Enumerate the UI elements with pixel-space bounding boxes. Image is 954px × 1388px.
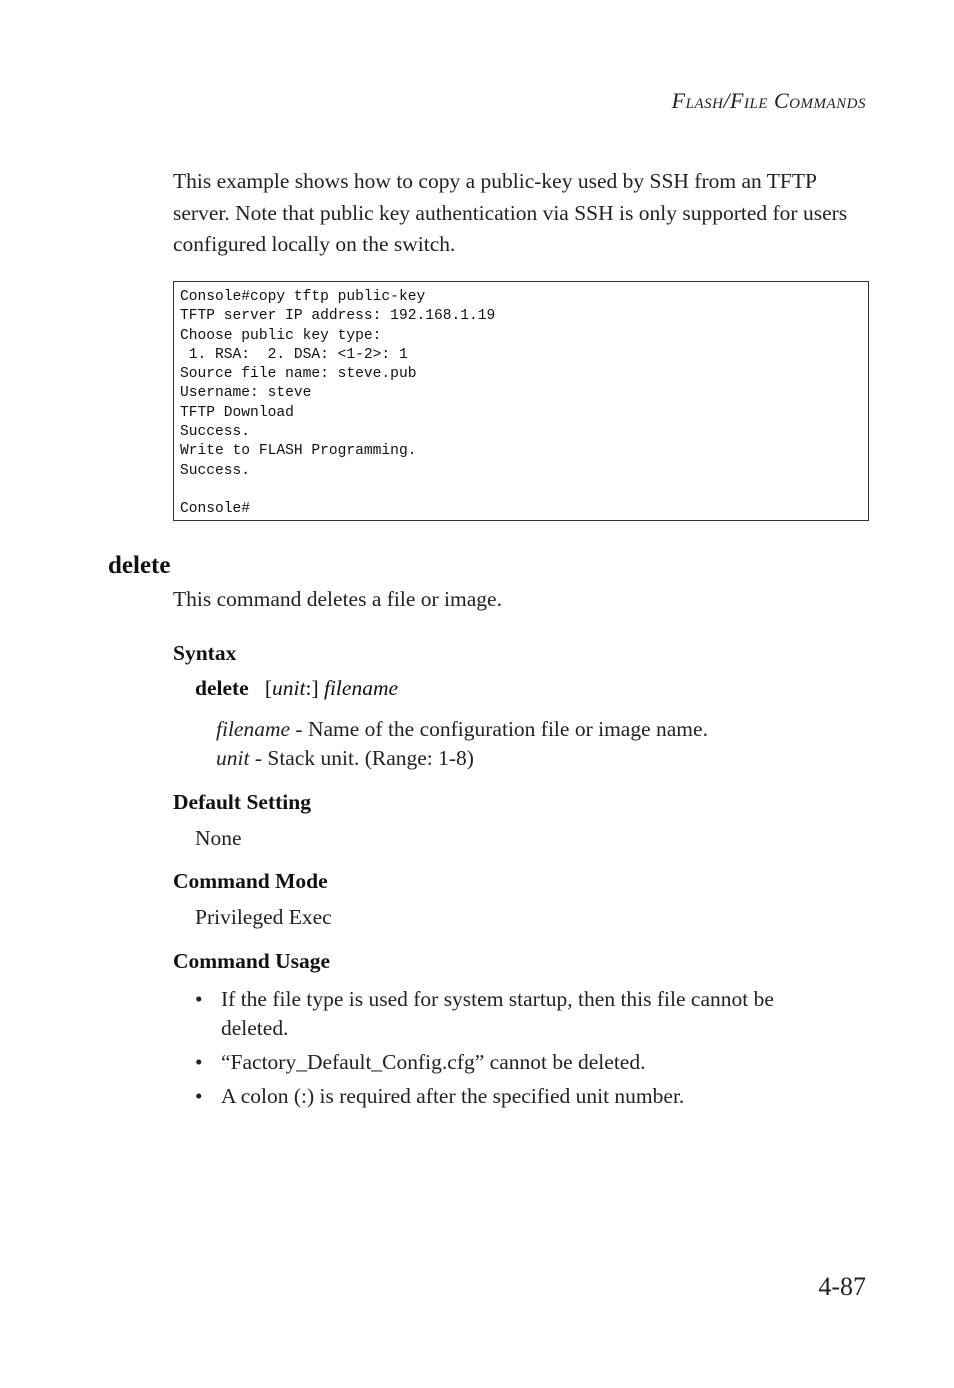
list-item-text: A colon (:) is required after the specified unit number.	[221, 1084, 685, 1108]
code-example-box	[173, 281, 869, 521]
list-item-text: If the file type is used for system startup, then this file cannot be deleted.	[221, 987, 774, 1040]
default-setting-heading: Default Setting	[173, 790, 311, 814]
syntax-line	[195, 676, 398, 701]
default-setting-value: None	[195, 826, 242, 850]
command-mode-value: Privileged Exec	[195, 905, 332, 929]
list-item-text: “Factory_Default_Config.cfg” cannot be deleted.	[221, 1050, 646, 1074]
param-desc: - Name of the configuration file or image name.	[290, 717, 708, 741]
bullet-icon: •	[195, 987, 203, 1011]
code-example: Console#copy tftp public-key TFTP server IP address: 192.168.1.19 Choose public key type: 1. RSA: 2. DSA: <1-2>: 1 Source file name: steve.pub Username: steve TFTP Download Success. Write to FLASH Programming. Success. Console#	[180, 289, 496, 518]
syntax-filename-arg: filename	[323, 676, 399, 700]
command-description: This command deletes a file or image.	[173, 587, 502, 611]
param-name: unit	[216, 746, 250, 770]
running-header: Flash/File Commands	[671, 88, 866, 113]
param-unit	[216, 746, 474, 771]
param-filename	[216, 717, 708, 742]
syntax-heading: Syntax	[173, 641, 237, 665]
command-title: delete	[108, 552, 171, 579]
command-usage-list	[195, 985, 835, 1116]
command-mode-heading: Command Mode	[173, 869, 328, 893]
param-desc: - Stack unit. (Range: 1-8)	[249, 746, 474, 770]
list-item	[195, 1048, 835, 1077]
page-number: 4-87	[818, 1272, 866, 1301]
syntax-unit-arg: unit	[272, 676, 306, 700]
bullet-icon: •	[195, 1050, 203, 1074]
bullet-icon: •	[195, 1084, 203, 1108]
syntax-bracket-close: :]	[305, 676, 319, 700]
list-item	[195, 985, 835, 1043]
syntax-keyword: delete	[195, 676, 249, 700]
syntax-bracket-open: [	[264, 676, 273, 700]
command-usage-heading: Command Usage	[173, 949, 331, 973]
intro-paragraph: This example shows how to copy a public-key used by SSH from an TFTP server. Note that public key authentication via SSH is only supported for users configured locally on the switch.	[173, 169, 848, 256]
list-item	[195, 1082, 835, 1111]
param-name: filename	[216, 717, 291, 741]
